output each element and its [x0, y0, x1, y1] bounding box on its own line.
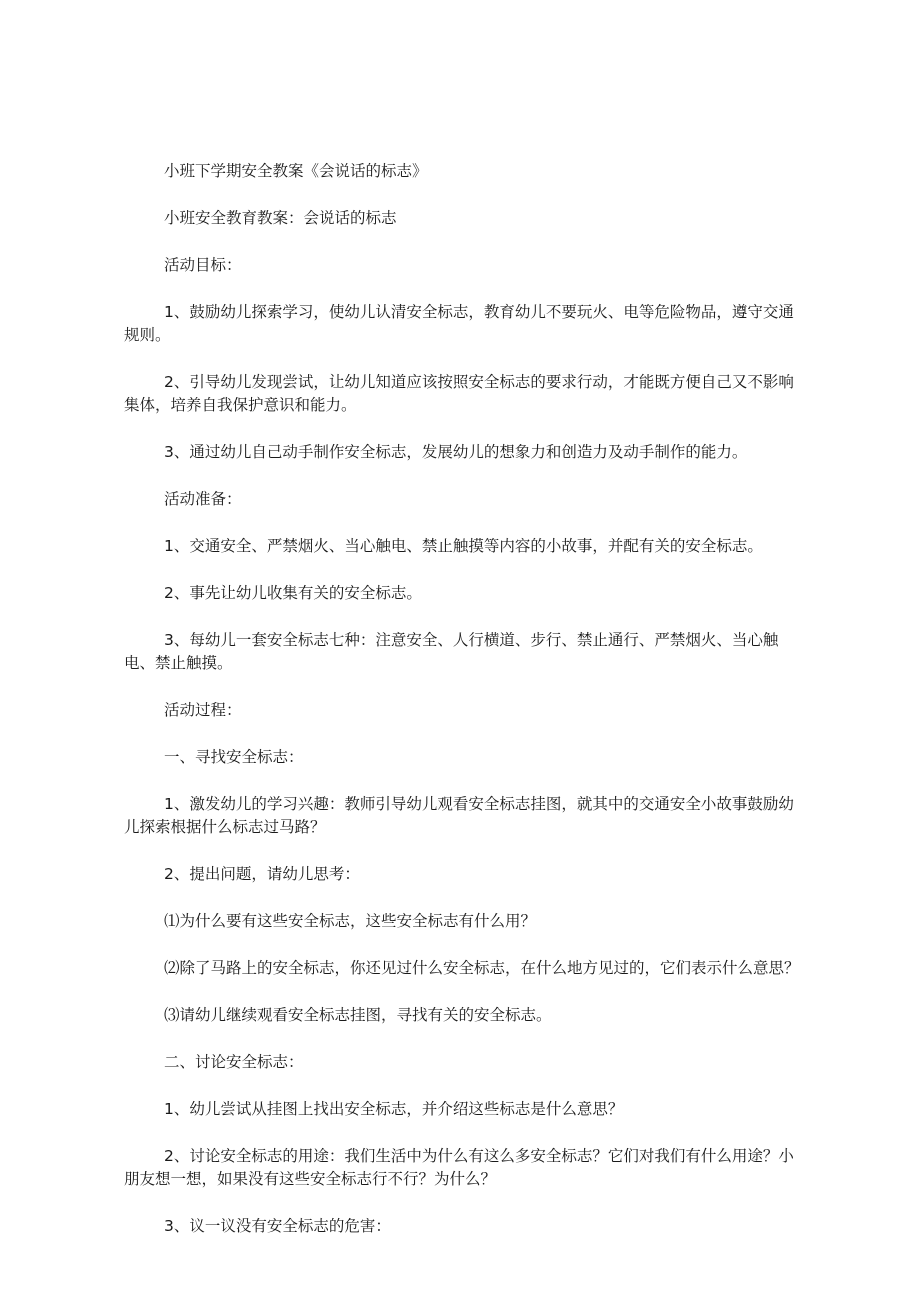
- section1-item: ⑴为什么要有这些安全标志，这些安全标志有什么用？: [164, 912, 537, 930]
- section2-item: 2、讨论安全标志的用途：我们生活中为什么有这么多安全标志？它们对我们有什么用途？小朋友想一想，如果没有这些安全标志行不行？为什么？: [124, 1147, 794, 1188]
- section1-item: 2、提出问题，请幼儿思考：: [164, 865, 360, 883]
- section2-heading: 二、讨论安全标志：: [164, 1053, 304, 1071]
- document-title: 小班下学期安全教案《会说话的标志》: [164, 162, 428, 180]
- document-subtitle: 小班安全教育教案：会说话的标志: [164, 209, 397, 227]
- section2-item: 3、议一议没有安全标志的危害：: [164, 1217, 391, 1235]
- prep-item: 2、事先让幼儿收集有关的安全标志。: [164, 584, 422, 602]
- section2-item: 1、幼儿尝试从挂图上找出安全标志，并介绍这些标志是什么意思？: [164, 1100, 624, 1118]
- goal-item: 1、鼓励幼儿探索学习，使幼儿认清安全标志，教育幼儿不要玩火、电等危险物品，遵守交通规则。: [124, 303, 794, 344]
- prep-item: 1、交通安全、严禁烟火、当心触电、禁止触摸等内容的小故事，并配有关的安全标志。: [164, 537, 763, 555]
- process-heading: 活动过程：: [164, 701, 242, 719]
- section1-item: ⑶请幼儿继续观看安全标志挂图，寻找有关的安全标志。: [164, 1006, 552, 1024]
- goals-heading: 活动目标：: [164, 256, 242, 274]
- goal-item: 3、通过幼儿自己动手制作安全标志，发展幼儿的想象力和创造力及动手制作的能力。: [164, 443, 748, 461]
- prep-heading: 活动准备：: [164, 490, 242, 508]
- section1-item: 1、激发幼儿的学习兴趣：教师引导幼儿观看安全标志挂图，就其中的交通安全小故事鼓励幼儿探索根据什么标志过马路？: [124, 795, 794, 836]
- section1-item: ⑵除了马路上的安全标志，你还见过什么安全标志，在什么地方见过的，它们表示什么意思？: [164, 959, 800, 977]
- document-body: [124, 160, 800, 1238]
- section1-heading: 一、寻找安全标志：: [164, 748, 304, 766]
- goal-item: 2、引导幼儿发现尝试，让幼儿知道应该按照安全标志的要求行动，才能既方便自己又不影响集体，培养自我保护意识和能力。: [124, 373, 794, 414]
- prep-item: 3、每幼儿一套安全标志七种：注意安全、人行横道、步行、禁止通行、严禁烟火、当心触电、禁止触摸。: [124, 631, 779, 672]
